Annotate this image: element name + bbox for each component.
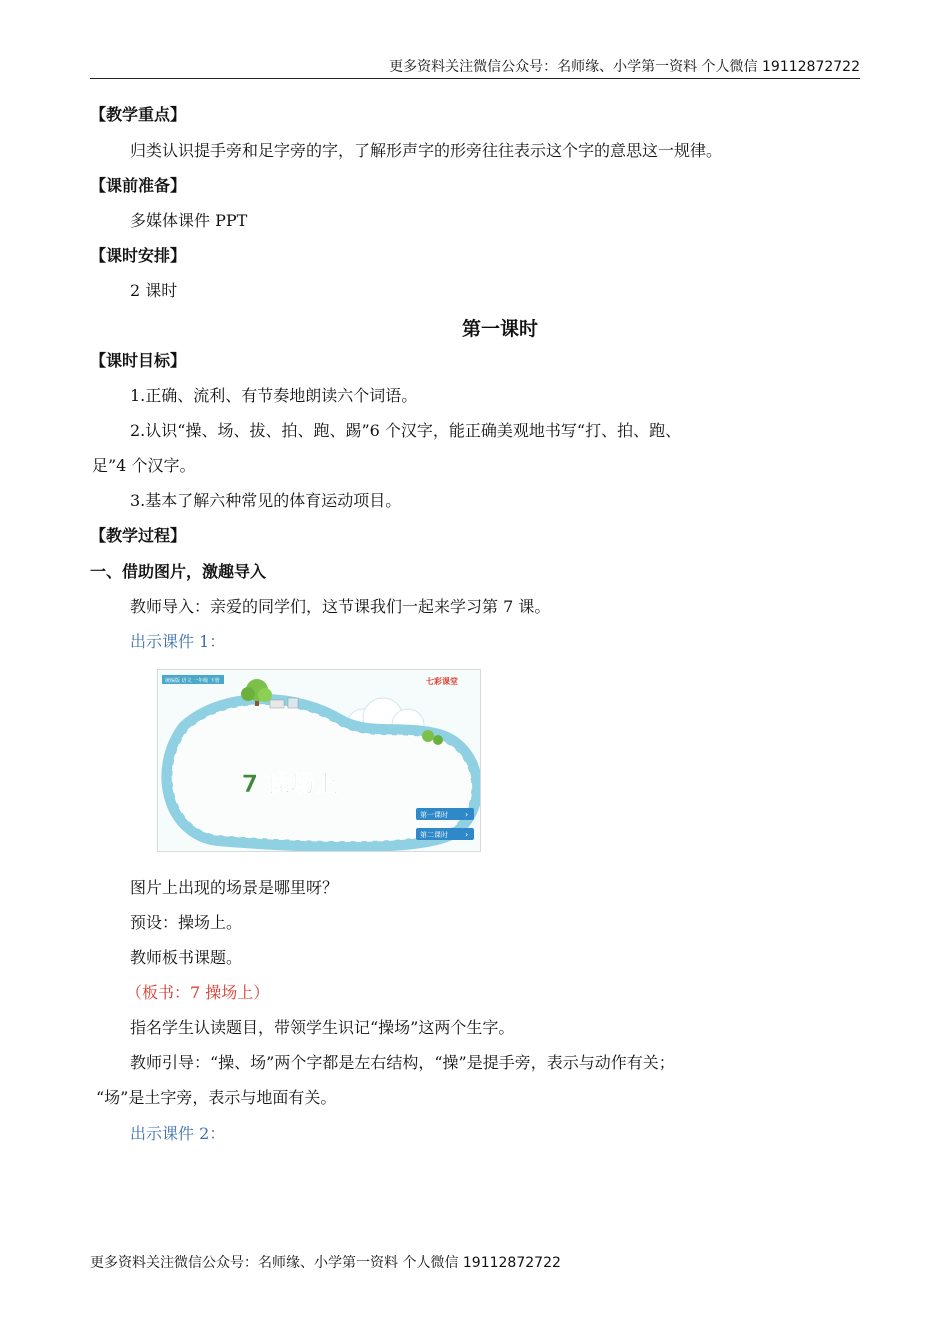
prep-text: 多媒体课件 PPT: [130, 211, 248, 230]
focus-text: 归类认识提手旁和足字旁的字，了解形声字的形旁往往表示这个字的意思这一规律。: [130, 141, 723, 160]
read-title-text: 指名学生认读题目，带领学生识记“操场”这两个生字。: [130, 1018, 515, 1037]
goal-2-line1: 2.认识“操、场、拔、拍、跑、踢”6 个汉字，能正确美观地书写“打、拍、跑、: [130, 421, 682, 440]
goals-heading: 【课时目标】: [90, 351, 187, 370]
question-text: 图片上出现的场景是哪里呀？: [130, 878, 339, 897]
prep-heading: 【课前准备】: [90, 176, 187, 195]
page-header: 更多资料关注微信公众号：名师缘、小学第一资料 个人微信 19112872722: [90, 56, 860, 79]
lesson-title: 第一课时: [461, 318, 538, 340]
slide-tags: 统编版 语文 一年级 下册: [165, 678, 220, 684]
schedule-text: 2 课时: [130, 281, 178, 300]
slide-brand: 七彩课堂: [426, 677, 458, 686]
goal-2-line2: 足”4 个汉字。: [92, 456, 196, 475]
preset-text: 预设：操场上。: [130, 913, 243, 932]
lesson1-label: 第一课时: [420, 811, 448, 819]
board-text: （板书：7 操场上）: [126, 983, 270, 1002]
page-footer: 更多资料关注微信公众号：名师缘、小学第一资料 个人微信 19112872722: [90, 1255, 561, 1271]
goal-1: 1.正确、流利、有节奏地朗读六个词语。: [130, 386, 418, 405]
show-slide-2: 出示课件 2：: [130, 1124, 226, 1143]
process-heading: 【教学过程】: [90, 526, 187, 545]
chevron-right-icon: ›: [465, 810, 469, 819]
guide-line2: “场”是土字旁，表示与地面有关。: [96, 1088, 337, 1107]
step1-heading: 一、借助图片，激趣导入: [90, 562, 267, 581]
chevron-right-icon: ›: [465, 830, 469, 839]
intro-text: 教师导入：亲爱的同学们，这节课我们一起来学习第 7 课。: [130, 597, 551, 616]
lesson2-button[interactable]: [416, 828, 474, 840]
schedule-heading: 【课时安排】: [90, 246, 187, 265]
lesson1-button[interactable]: [416, 808, 474, 820]
slide-title: 7 操场上: [241, 770, 339, 798]
focus-heading: 【教学重点】: [90, 105, 187, 124]
goal-3: 3.基本了解六种常见的体育运动项目。: [130, 491, 402, 510]
slide-image: [157, 669, 481, 852]
board-write-text: 教师板书课题。: [130, 948, 243, 967]
show-slide-1: 出示课件 1：: [130, 632, 226, 651]
lesson2-label: 第二课时: [420, 831, 448, 839]
guide-line1: 教师引导：“操、场”两个字都是左右结构，“操”是提手旁，表示与动作有关；: [130, 1053, 675, 1072]
